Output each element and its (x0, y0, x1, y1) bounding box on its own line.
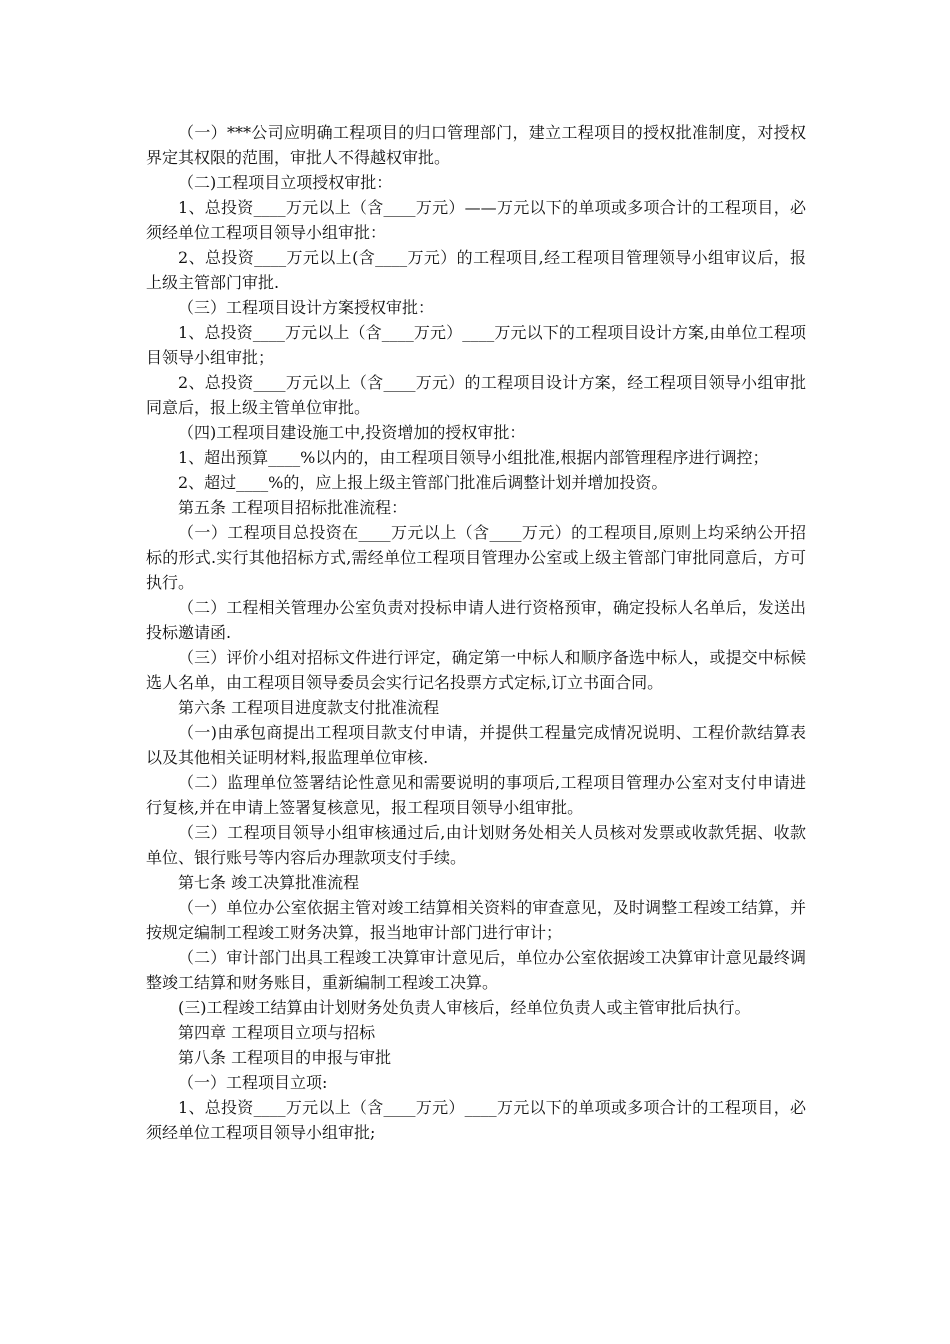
document-body (146, 120, 806, 1145)
paragraph: 1、总投资____万元以上（含____万元）____万元以下的工程项目设计方案,由单位工程项目领导小组审批； (146, 323, 806, 367)
paragraph: （二)工程项目立项授权审批： (178, 173, 393, 192)
section-heading: 第五条 工程项目招标批准流程： (178, 498, 408, 517)
paragraph: （三）评价小组对招标文件进行评定，确定第一中标人和顺序备选中标人，或提交中标候选人名单，由工程项目领导委员会实行记名投票方式定标,订立书面合同。 (146, 648, 806, 692)
paragraph: （三）工程项目领导小组审核通过后,由计划财务处相关人员核对发票或收款凭据、收款单位、银行账号等内容后办理款项支付手续。 (146, 823, 806, 867)
paragraph: 2、总投资____万元以上(含____万元）的工程项目,经工程项目管理领导小组审议后，报上级主管部门审批. (146, 248, 806, 292)
paragraph: （二）工程相关管理办公室负责对投标申请人进行资格预审，确定投标人名单后，发送出投标邀请函. (146, 598, 806, 642)
paragraph: 2、总投资____万元以上（含____万元）的工程项目设计方案，经工程项目领导小组审批同意后，报上级主管单位审批。 (146, 373, 806, 417)
paragraph: （一）单位办公室依据主管对竣工结算相关资料的审查意见，及时调整工程竣工结算，并按规定编制工程竣工财务决算，报当地审计部门进行审计； (146, 898, 806, 942)
paragraph: 1、超出预算____%以内的，由工程项目领导小组批准,根据内部管理程序进行调控； (178, 448, 769, 467)
section-heading: 第七条 竣工决算批准流程 (178, 873, 360, 892)
chapter-heading: 第四章 工程项目立项与招标 (178, 1023, 376, 1042)
section-heading: 第八条 工程项目的申报与审批 (178, 1048, 392, 1067)
paragraph: （二）监理单位签署结论性意见和需要说明的事项后,工程项目管理办公室对支付申请进行复核,并在申请上签署复核意见，报工程项目领导小组审批。 (146, 773, 806, 817)
paragraph: （一）***公司应明确工程项目的归口管理部门，建立工程项目的授权批准制度，对授权界定其权限的范围，审批人不得越权审批。 (146, 123, 806, 167)
paragraph: 1、总投资____万元以上（含____万元）——万元以下的单项或多项合计的工程项目，必须经单位工程项目领导小组审批： (146, 198, 806, 242)
paragraph: （四)工程项目建设施工中,投资增加的授权审批： (178, 423, 526, 442)
paragraph: 2、超过____%的，应上报上级主管部门批准后调整计划并增加投资。 (178, 473, 668, 492)
paragraph: （一)由承包商提出工程项目款支付申请，并提供工程量完成情况说明、工程价款结算表以及其他相关证明材料,报监理单位审核. (146, 723, 806, 767)
section-heading: 第六条 工程项目进度款支付批准流程 (178, 698, 440, 717)
paragraph: (三)工程竣工结算由计划财务处负责人审核后，经单位负责人或主管审批后执行。 (178, 998, 751, 1017)
paragraph: （三）工程项目设计方案授权审批： (178, 298, 435, 317)
paragraph: （一）工程项目总投资在____万元以上（含____万元）的工程项目,原则上均采纳公开招标的形式.实行其他招标方式,需经单位工程项目管理办公室或上级主管部门审批同意后，方可执行。 (146, 523, 806, 592)
paragraph: （一）工程项目立项: (178, 1073, 328, 1092)
paragraph: （二）审计部门出具工程竣工决算审计意见后，单位办公室依据竣工决算审计意见最终调整竣工结算和财务账目，重新编制工程竣工决算。 (146, 948, 806, 992)
paragraph: 1、总投资____万元以上（含____万元）____万元以下的单项或多项合计的工程项目，必须经单位工程项目领导小组审批; (146, 1098, 806, 1142)
